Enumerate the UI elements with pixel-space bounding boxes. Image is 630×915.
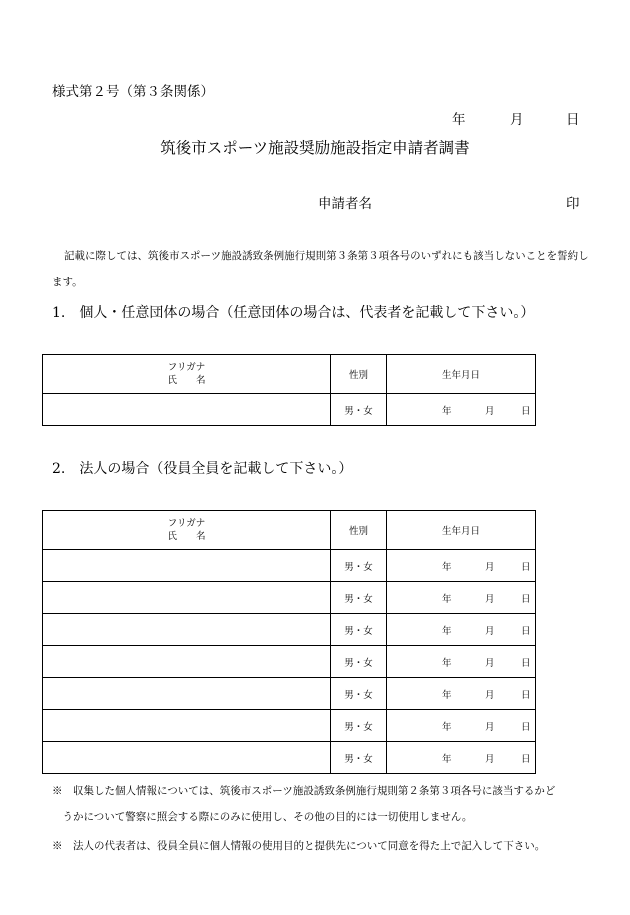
dob-cell[interactable] — [387, 678, 536, 710]
dob-year-label: 年 — [442, 625, 452, 637]
name-input-cell[interactable] — [43, 678, 331, 710]
sex-header-cell: 性別 — [331, 355, 387, 394]
header-date-year-label: 年 — [452, 112, 466, 128]
pledge-notice: 記載に際しては、筑後市スポーツ施設誘致条例施行規則第３条第３項各号のいずれにも該当しないことを誓約します。 — [52, 250, 589, 288]
table-row — [43, 550, 536, 582]
dob-day-label: 日 — [521, 625, 531, 637]
dob-cell[interactable] — [387, 742, 536, 774]
name-input-cell[interactable] — [43, 646, 331, 678]
name-label: 氏 名 — [167, 375, 206, 386]
dob-cell[interactable] — [387, 394, 536, 426]
name-input-cell[interactable] — [43, 550, 331, 582]
dob-day-label: 日 — [521, 593, 531, 605]
dob-day-label: 日 — [521, 405, 531, 417]
header-date-day-label: 日 — [566, 112, 580, 128]
dob-month-label: 月 — [485, 625, 495, 637]
sex-cell[interactable]: 男・女 — [331, 742, 387, 774]
name-input-cell[interactable] — [43, 710, 331, 742]
footnote-2: ※ 法人の代表者は、役員全員に個人情報の使用目的と提供先について同意を得た上で記入して下さい。 — [52, 840, 546, 852]
table-row — [43, 582, 536, 614]
corporation-table — [42, 510, 536, 774]
sex-cell[interactable]: 男・女 — [331, 550, 387, 582]
dob-cell[interactable] — [387, 582, 536, 614]
sex-header-cell: 性別 — [331, 511, 387, 550]
sex-cell[interactable]: 男・女 — [331, 646, 387, 678]
dob-year-label: 年 — [442, 753, 452, 765]
footnote-1: ※ 収集した個人情報については、筑後市スポーツ施設誘致条例施行規則第２条第３項各号に該当するかど — [52, 785, 556, 797]
dob-year-label: 年 — [442, 657, 452, 669]
table-row — [43, 394, 536, 426]
form-number: 様式第２号（第３条関係） — [52, 84, 214, 100]
individual-table-header — [43, 355, 536, 394]
dob-day-label: 日 — [521, 657, 531, 669]
dob-day-label: 日 — [521, 561, 531, 573]
sex-cell[interactable]: 男・女 — [331, 394, 387, 426]
sex-cell[interactable]: 男・女 — [331, 614, 387, 646]
dob-cell[interactable] — [387, 614, 536, 646]
table-row — [43, 678, 536, 710]
applicant-name-label: 申請者名 — [318, 196, 372, 212]
name-header-cell — [43, 355, 331, 394]
dob-header-cell: 生年月日 — [387, 355, 536, 394]
dob-year-label: 年 — [442, 593, 452, 605]
dob-cell[interactable] — [387, 710, 536, 742]
dob-month-label: 月 — [485, 657, 495, 669]
name-input-cell[interactable] — [43, 614, 331, 646]
name-label: 氏 名 — [167, 531, 206, 542]
name-header-cell — [43, 511, 331, 550]
table-row — [43, 614, 536, 646]
dob-year-label: 年 — [442, 721, 452, 733]
dob-day-label: 日 — [521, 721, 531, 733]
seal-mark: 印 — [566, 196, 580, 212]
table-row — [43, 742, 536, 774]
footnote-1-continued: うかについて警察に照会する際にのみに使用し、その他の目的には一切使用しません。 — [52, 811, 473, 823]
table-row — [43, 646, 536, 678]
sex-cell[interactable]: 男・女 — [331, 582, 387, 614]
document-title: 筑後市スポーツ施設奨励施設指定申請者調書 — [160, 139, 470, 157]
name-input-cell[interactable] — [43, 742, 331, 774]
dob-month-label: 月 — [485, 593, 495, 605]
sex-cell[interactable]: 男・女 — [331, 710, 387, 742]
dob-year-label: 年 — [442, 689, 452, 701]
furigana-label: フリガナ — [167, 362, 206, 373]
dob-month-label: 月 — [485, 561, 495, 573]
dob-month-label: 月 — [485, 753, 495, 765]
dob-header-cell: 生年月日 — [387, 511, 536, 550]
dob-cell[interactable] — [387, 646, 536, 678]
section-corporation-heading: 2. 法人の場合（役員全員を記載して下さい。） — [52, 461, 353, 477]
name-input-cell[interactable] — [43, 582, 331, 614]
dob-day-label: 日 — [521, 753, 531, 765]
dob-day-label: 日 — [521, 689, 531, 701]
furigana-label: フリガナ — [167, 518, 206, 529]
name-input-cell[interactable] — [43, 394, 331, 426]
header-date-month-label: 月 — [510, 112, 524, 128]
dob-year-label: 年 — [442, 561, 452, 573]
dob-month-label: 月 — [485, 721, 495, 733]
dob-year-label: 年 — [442, 405, 452, 417]
dob-month-label: 月 — [485, 405, 495, 417]
dob-month-label: 月 — [485, 689, 495, 701]
dob-cell[interactable] — [387, 550, 536, 582]
sex-cell[interactable]: 男・女 — [331, 678, 387, 710]
section-individual-heading: 1. 個人・任意団体の場合（任意団体の場合は、代表者を記載して下さい。） — [52, 305, 535, 321]
corporation-table-header — [43, 511, 536, 550]
individual-table — [42, 354, 536, 426]
table-row — [43, 710, 536, 742]
